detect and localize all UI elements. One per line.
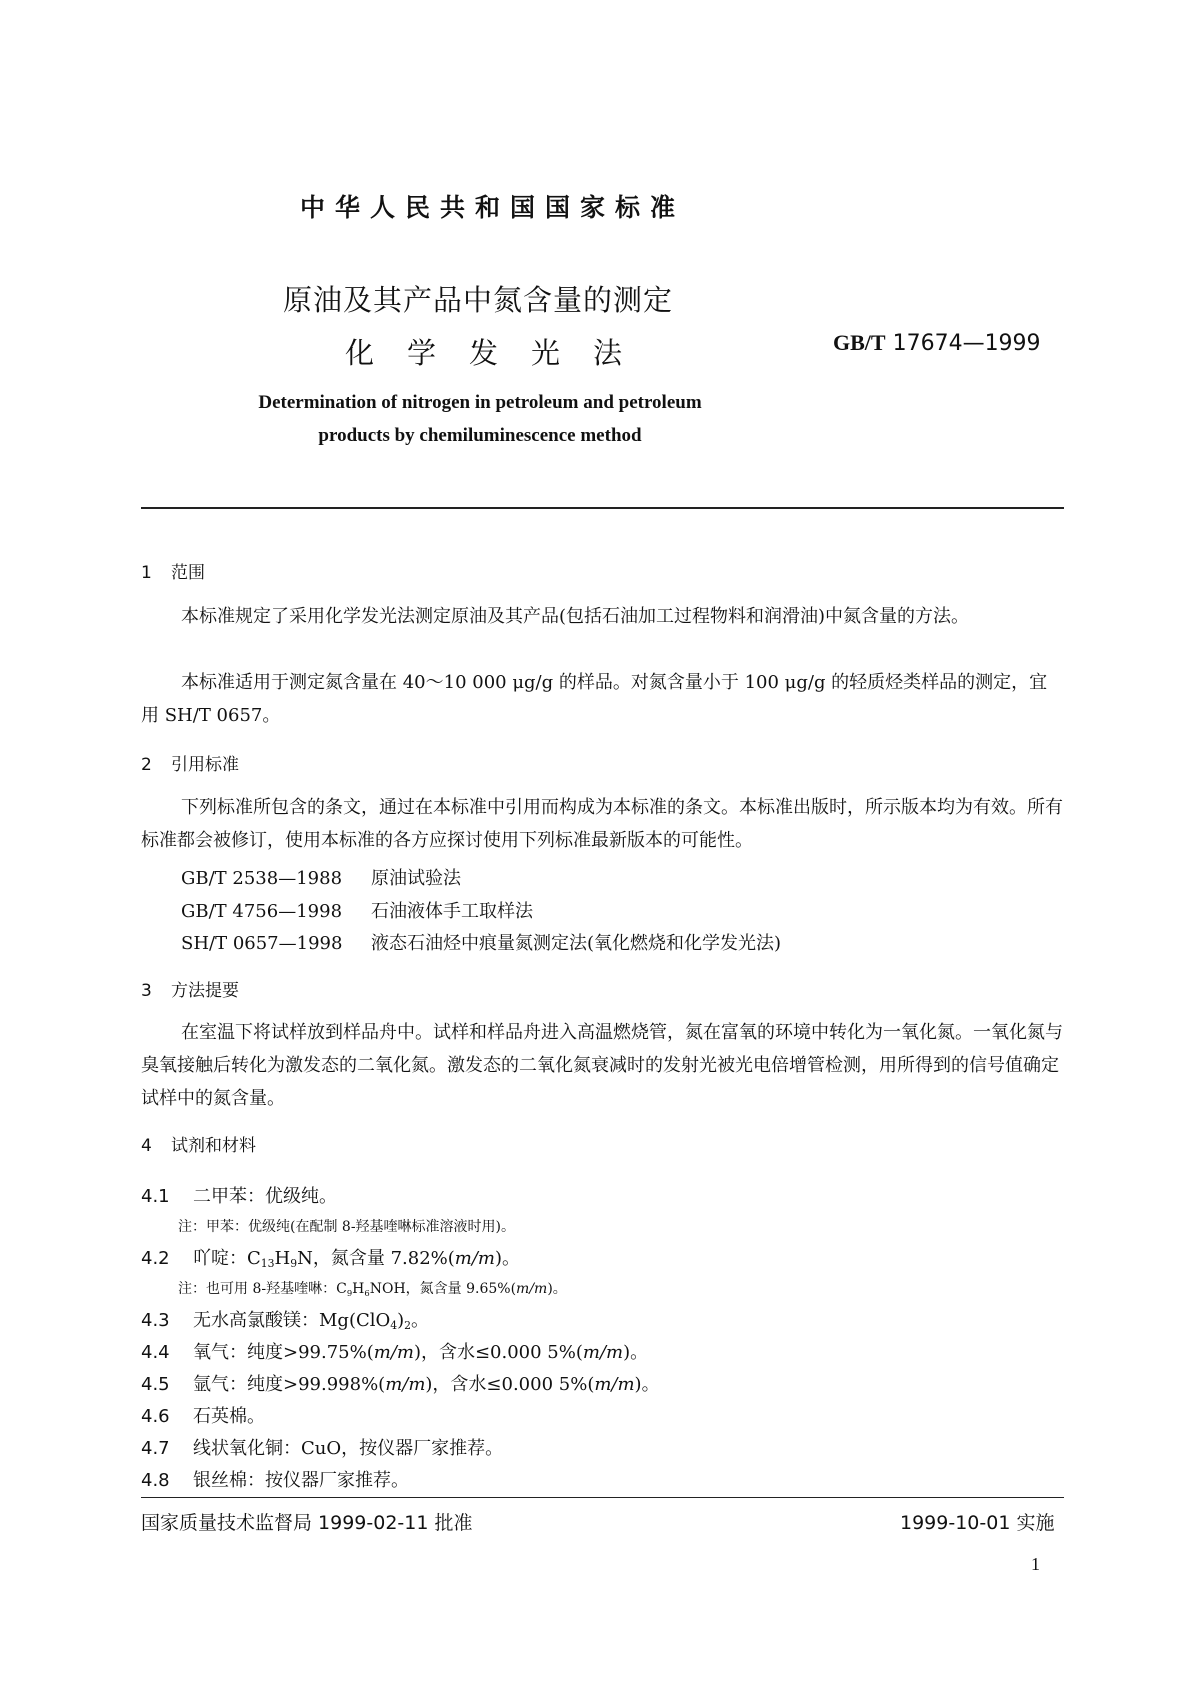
reference-code: GB/T 4756—1998 bbox=[181, 901, 343, 922]
item-number: 4.6 bbox=[141, 1406, 170, 1427]
reagent-item bbox=[141, 1370, 660, 1396]
reference-code: GB/T 2538—1988 bbox=[181, 868, 343, 889]
effective-date: 1999-10-01 实施 bbox=[900, 1512, 1055, 1534]
reagent-item bbox=[141, 1244, 520, 1270]
reagent-item bbox=[141, 1182, 337, 1208]
item-text: 吖啶：$C_{13}H_9N$，氮含量 7.82%(m/m)。 bbox=[193, 1248, 521, 1270]
reagent-item bbox=[141, 1434, 503, 1460]
section-3-heading bbox=[141, 976, 239, 1001]
reagent-item bbox=[141, 1338, 648, 1364]
reference-name: 液态石油烃中痕量氮测定法(氧化燃烧和化学发光法) bbox=[371, 933, 782, 954]
header-divider bbox=[141, 507, 1064, 509]
section-2-heading bbox=[141, 750, 239, 775]
item-number: 4.3 bbox=[141, 1310, 170, 1331]
item-number: 4.2 bbox=[141, 1248, 170, 1269]
standard-prefix: GB/T bbox=[833, 330, 886, 355]
national-standard-title: 中华人民共和国国家标准 bbox=[300, 193, 686, 222]
section-number: 1 bbox=[141, 563, 152, 583]
reagent-item bbox=[141, 1402, 265, 1428]
page-number: 1 bbox=[1031, 1554, 1040, 1574]
section-title: 范围 bbox=[171, 563, 205, 583]
item-text: 石英棉。 bbox=[193, 1406, 265, 1427]
approval-date: 国家质量技术监督局 1999-02-11 批准 bbox=[141, 1512, 473, 1534]
title-en-line2: products by chemiluminescence method bbox=[318, 425, 642, 446]
reference-row bbox=[181, 897, 533, 923]
section-1-paragraph-1: 本标准规定了采用化学发光法测定原油及其产品(包括石油加工过程物料和润滑油)中氮含量的方法。 bbox=[181, 606, 970, 627]
title-en-line1: Determination of nitrogen in petroleum and petroleum bbox=[258, 392, 702, 413]
reference-code: SH/T 0657—1998 bbox=[181, 933, 343, 954]
standard-number bbox=[833, 330, 1041, 356]
item-text: 氩气：纯度>99.998%(m/m)，含水≤0.000 5%(m/m)。 bbox=[193, 1374, 660, 1395]
item-number: 4.1 bbox=[141, 1186, 170, 1207]
item-number: 4.7 bbox=[141, 1438, 170, 1459]
reference-name: 石油液体手工取样法 bbox=[371, 901, 533, 922]
reference-row bbox=[181, 864, 461, 890]
reagent-item bbox=[141, 1306, 429, 1332]
note: 注：甲苯：优级纯(在配制 8-羟基喹啉标准溶液时用)。 bbox=[178, 1219, 516, 1235]
item-text: 氧气：纯度>99.75%(m/m)，含水≤0.000 5%(m/m)。 bbox=[193, 1342, 649, 1363]
item-text: 银丝棉：按仪器厂家推荐。 bbox=[193, 1470, 409, 1491]
item-text: 无水高氯酸镁：$Mg(ClO_4)_2$。 bbox=[193, 1310, 430, 1332]
section-1-paragraph-2: 本标准适用于测定氮含量在 40～10 000 μg/g 的样品。对氮含量小于 100 μg/g 的轻质烃类样品的测定，宜用 SH/T 0657。 bbox=[141, 672, 1048, 726]
section-4-heading bbox=[141, 1131, 256, 1156]
section-number: 3 bbox=[141, 981, 152, 1001]
item-text: 线状氧化铜：CuO，按仪器厂家推荐。 bbox=[193, 1438, 504, 1459]
section-3-paragraph-1: 在室温下将试样放到样品舟中。试样和样品舟进入高温燃烧管，氮在富氧的环境中转化为一氧化氮。一氧化氮与臭氧接触后转化为激发态的二氧化氮。激发态的二氧化氮衰减时的发射光被光电倍增管检测，用所得到的信号值确定试样中的氮含量。 bbox=[141, 1022, 1063, 1109]
item-number: 4.8 bbox=[141, 1470, 170, 1491]
title-cn-line2: 化学发光法 bbox=[345, 336, 656, 370]
section-title: 方法提要 bbox=[171, 981, 239, 1001]
section-title: 引用标准 bbox=[171, 755, 239, 775]
title-cn-line1: 原油及其产品中氮含量的测定 bbox=[283, 283, 674, 317]
note: 注：也可用 8-羟基喹啉：$C_9H_6NOH$，氮含量 9.65%(m/m)。 bbox=[178, 1281, 567, 1298]
item-text: 二甲苯：优级纯。 bbox=[193, 1186, 337, 1207]
item-number: 4.5 bbox=[141, 1374, 170, 1395]
section-number: 2 bbox=[141, 755, 152, 775]
section-title: 试剂和材料 bbox=[171, 1136, 256, 1156]
reference-row bbox=[181, 929, 781, 955]
section-2-paragraph-1: 下列标准所包含的条文，通过在本标准中引用而构成为本标准的条文。本标准出版时，所示版本均为有效。所有标准都会被修订，使用本标准的各方应探讨使用下列标准最新版本的可能性。 bbox=[141, 797, 1063, 851]
reference-name: 原油试验法 bbox=[371, 868, 461, 889]
item-number: 4.4 bbox=[141, 1342, 170, 1363]
footer-divider bbox=[141, 1497, 1064, 1498]
section-number: 4 bbox=[141, 1136, 152, 1156]
reagent-item bbox=[141, 1466, 409, 1492]
standard-code: 17674—1999 bbox=[892, 331, 1041, 356]
section-1-heading bbox=[141, 558, 205, 583]
